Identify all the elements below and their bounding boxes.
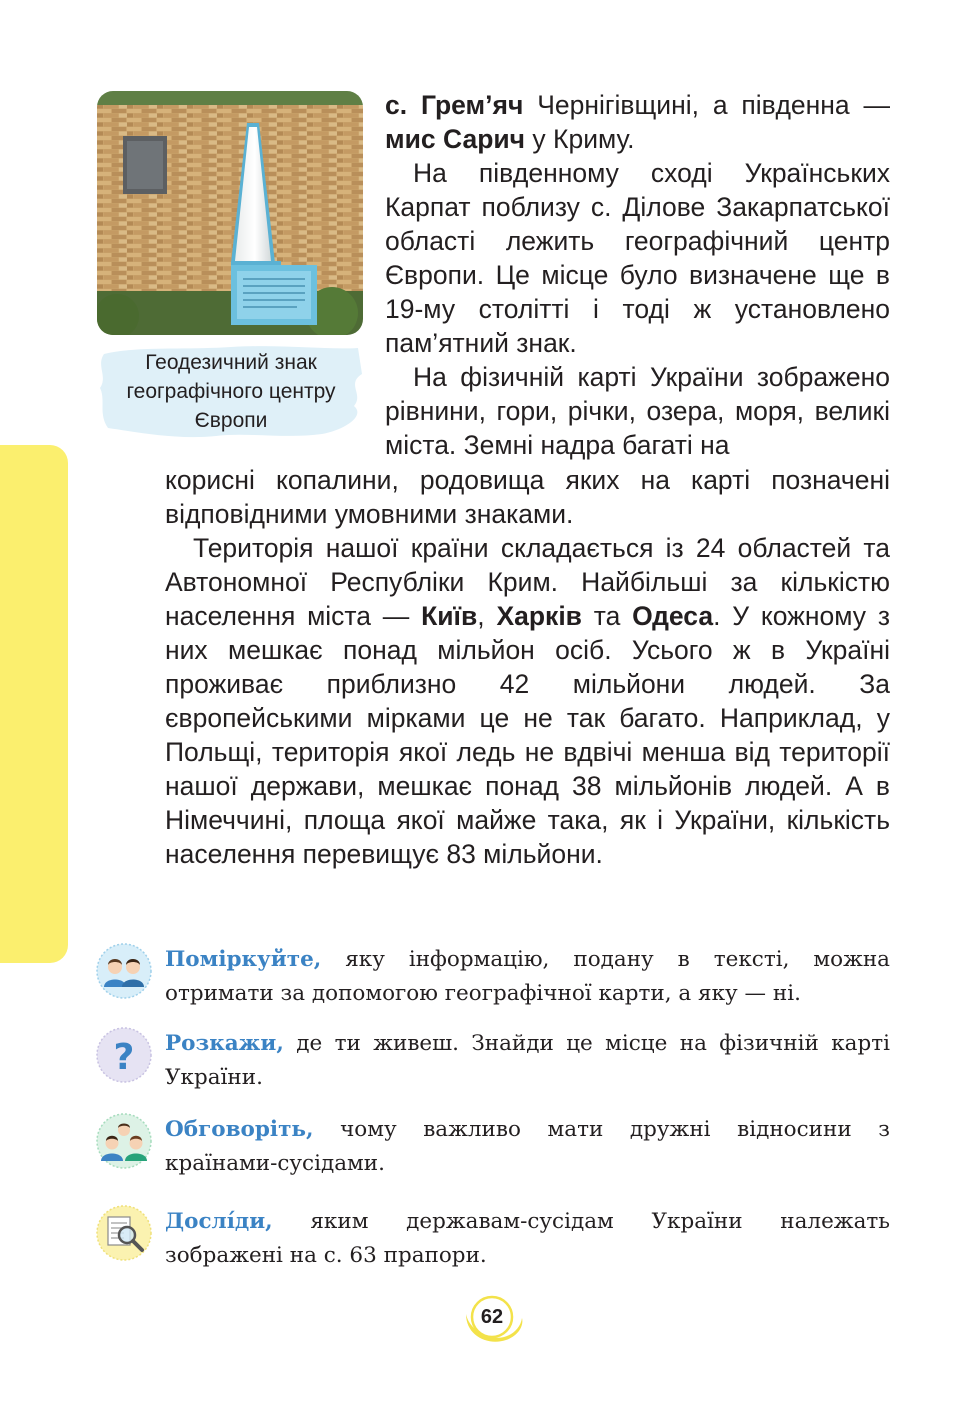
task-keyword: Обговоріть,	[165, 1117, 314, 1142]
place-gremiach: с. Грем’яч	[385, 90, 524, 120]
text-fragment: Територія нашої країни складається із 24 областей та Автономної Республіки Крим. Найбільші за кількістю населення міста —	[165, 533, 890, 631]
question-mark-icon	[96, 1027, 152, 1083]
city-kyiv: Київ	[421, 601, 478, 631]
city-kharkiv: Харків	[496, 601, 582, 631]
place-sarych: мис Сарич	[385, 124, 526, 154]
monument-photo	[97, 91, 363, 335]
photo-caption: Геодезичний знак географічного центру Європи	[126, 351, 336, 432]
task-discuss-text	[165, 1113, 890, 1181]
page-number-badge	[460, 1288, 526, 1346]
page-number: 62	[480, 1306, 504, 1328]
text-fragment: та	[581, 601, 633, 631]
paragraph-4	[165, 531, 890, 871]
task-think-text	[165, 943, 890, 1011]
task-body: яку інформацію, подану в тексті, можна отримати за допомогою географічної карти, а яку — ні.	[165, 947, 890, 1006]
text-fragment: . У кожному з них мешкає понад мільйон осіб. Усього ж в Україні проживає приблизно 42 мільйони людей. За європейськими мірками це не так багато. Наприклад, у Польщі, територія якої ледь не вдвічі менша від території нашої держави, мешкає понад 38 мільйонів людей. А в Німеччині, площа якої майже така, як і України, кількість населення перевищує 83 мільйони.	[165, 601, 890, 869]
task-research-text	[165, 1205, 890, 1273]
side-tab-marker	[0, 445, 68, 963]
task-body: чому важливо мати дружні відносини з країнами-сусідами.	[165, 1117, 890, 1176]
paragraph-3-end: корисні копалини, родовища яких на карті позначені відповідними умовними знаками.	[165, 465, 890, 529]
task-body: яким державам-сусідам України належать зображені на с. 63 прапори.	[165, 1209, 890, 1268]
paragraph-1	[385, 88, 890, 156]
research-magnifier-icon	[96, 1205, 152, 1261]
photo-caption-box	[96, 344, 366, 440]
discuss-pair-icon	[96, 943, 152, 999]
task-tell-text	[165, 1027, 890, 1095]
task-keyword: Поміркуйте,	[165, 947, 322, 972]
text-fragment: ,	[477, 601, 497, 631]
paragraph-3-start: На фізичній карті України зображено рівнини, гори, річки, озера, моря, великі міста. Земні надра багаті на	[385, 362, 890, 460]
task-keyword: Розкажи,	[165, 1031, 284, 1056]
task-keyword: Дослíди,	[165, 1209, 273, 1234]
svg-text:?: ?	[113, 1037, 135, 1078]
text-fragment: Чернігівщині, а південна —	[523, 90, 890, 120]
text-fragment: у Криму.	[525, 124, 635, 154]
text-block-top	[385, 88, 890, 462]
text-block-main	[165, 463, 890, 871]
task-body: де ти живеш. Знайди це місце на фізичній карті України.	[165, 1031, 890, 1090]
paragraph-2: На південному сході Українських Карпат поблизу с. Ділове Закарпатської області лежить географічний центр Європи. Це місце було визначене ще в 19-му столітті і тоді ж установлено пам’ятний знак.	[385, 158, 890, 358]
city-odesa: Одеса	[632, 601, 714, 631]
discuss-group-icon	[96, 1113, 152, 1169]
